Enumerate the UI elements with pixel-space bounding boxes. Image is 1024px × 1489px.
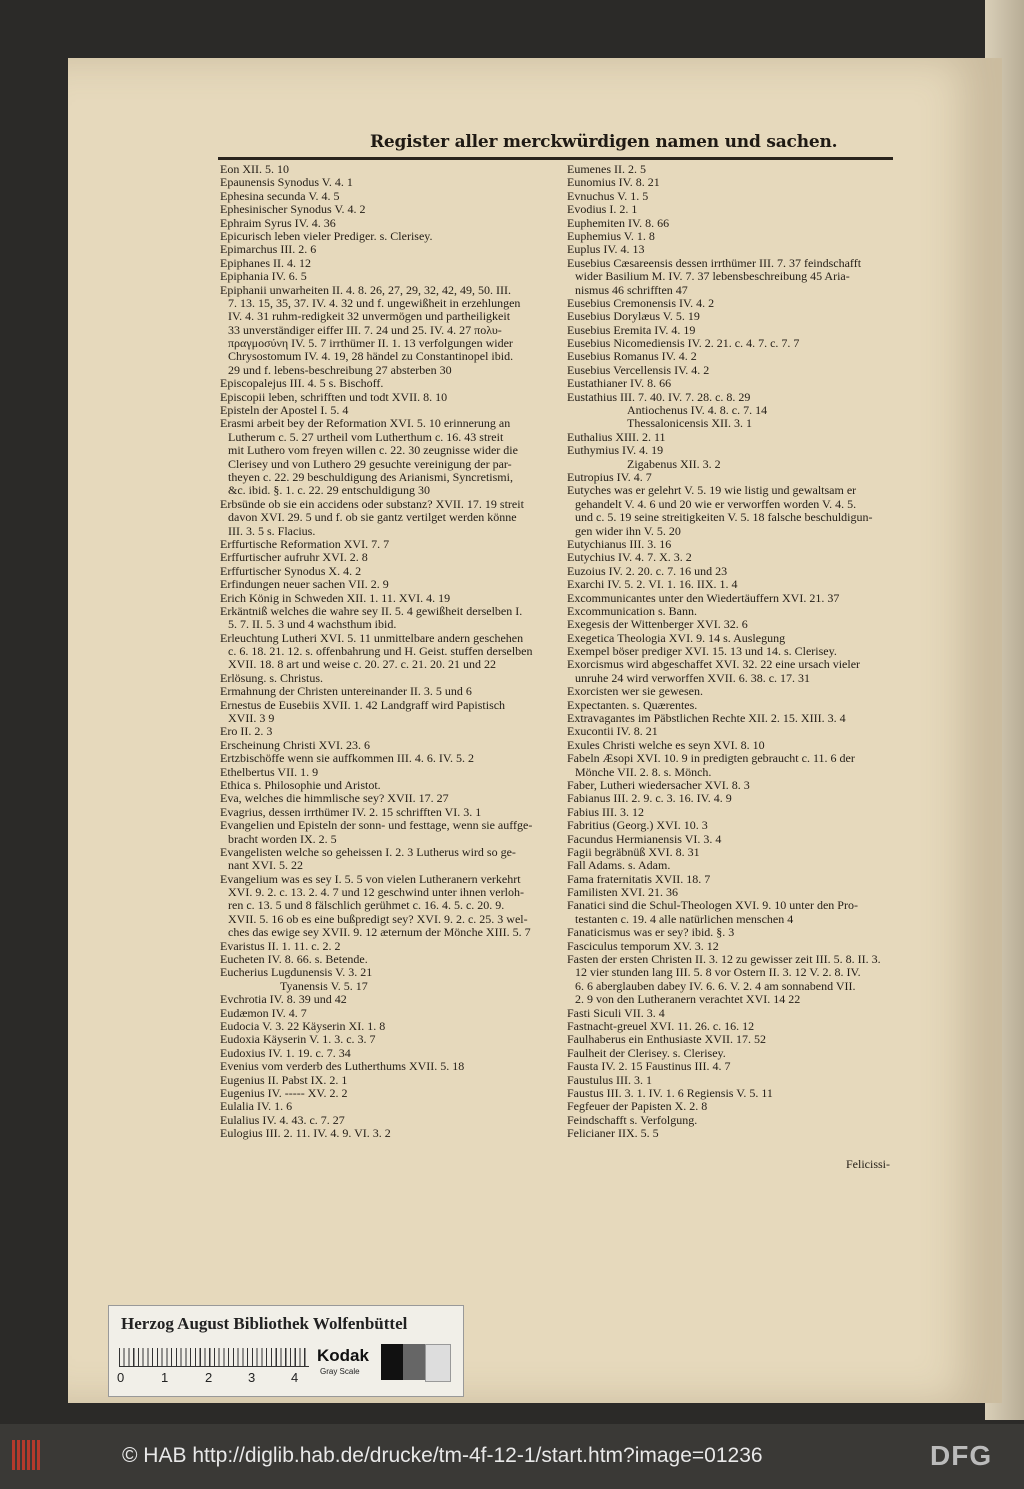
index-entry [567, 337, 902, 350]
entry-line: davon XVI. 29. 5 und f. ob sie gantz vertilget werden könne [228, 510, 517, 525]
index-entry [567, 846, 902, 859]
index-entry [220, 632, 560, 672]
entry-line: c. 6. 18. 21. 12. s. offenbahrung und H. Geist. stuffen derselben [228, 644, 533, 659]
entry-line: Evchrotia IV. 8. 39 und 42 [220, 992, 347, 1007]
entry-line: Erfindungen neuer sachen VII. 2. 9 [220, 577, 389, 592]
index-entry [567, 417, 902, 430]
entry-line: Eulogius III. 2. 11. IV. 4. 9. VI. 3. 2 [220, 1126, 391, 1141]
index-entry [220, 779, 560, 792]
entry-line: Extravagantes im Päbstlichen Rechte XII. 2. 15. XIII. 3. 4 [567, 711, 846, 726]
index-entry [220, 190, 560, 203]
entry-line: Epiphania IV. 6. 5 [220, 269, 307, 284]
entry-line: πραγμοσύνη IV. 5. 7 irrthümer II. 1. 13 verfolgungen wider [228, 336, 513, 351]
index-entry [220, 940, 560, 953]
color-card [108, 1305, 464, 1397]
index-entry [220, 551, 560, 564]
entry-line: Faustus III. 3. 1. IV. 1. 6 Regiensis V. 5. 11 [567, 1085, 773, 1100]
entry-line: Erlösung. s. Christus. [220, 670, 324, 685]
entry-line: Eulalius IV. 4. 43. c. 7. 27 [220, 1112, 345, 1127]
entry-line: theyen c. 22. 29 beschuldigung des Arianismi, Syncretismi, [228, 469, 513, 484]
index-entry [567, 565, 902, 578]
index-entry [567, 243, 902, 256]
index-entry [567, 739, 902, 752]
index-entry [567, 538, 902, 551]
entry-line: gehandelt V. 4. 6 und 20 wie er verworffen worden V. 4. 5. [575, 496, 857, 511]
entry-line: Episteln der Apostel I. 5. 4 [220, 403, 349, 418]
entry-line: Evaristus II. 1. 11. c. 2. 2 [220, 938, 341, 953]
index-entry [567, 1033, 902, 1046]
entry-line: Fanatici sind die Schul-Theologen XVI. 9. 10 unter den Pro- [567, 898, 858, 913]
ruler-number: 2 [205, 1370, 213, 1385]
index-entry [220, 203, 560, 216]
entry-line: Antiochenus IV. 4. 8. c. 7. 14 [627, 403, 768, 418]
catchword: Felicissi- [846, 1157, 890, 1171]
entry-line: Faustulus III. 3. 1 [567, 1072, 652, 1087]
index-entry [567, 752, 902, 779]
entry-line: Zigabenus XII. 3. 2 [627, 456, 721, 471]
entry-line: Episcopii leben, schrifften und todt XVII. 8. 10 [220, 389, 448, 404]
index-entry [567, 444, 902, 457]
index-entry [220, 391, 560, 404]
index-entry [220, 284, 560, 378]
entry-line: Eucheten IV. 8. 66. s. Betende. [220, 952, 368, 967]
index-entry [567, 926, 902, 939]
entry-line: Fagii begräbnüß XVI. 8. 31 [567, 844, 700, 859]
entry-line: Euplus IV. 4. 13 [567, 242, 645, 257]
index-entry [567, 431, 902, 444]
index-entry [220, 1087, 560, 1100]
entry-line: Erkäntniß welches die wahre sey II. 5. 4 gewißheit derselben I. [220, 603, 523, 618]
index-entry [567, 471, 902, 484]
entry-line: Ernestus de Eusebiis XVII. 1. 42 Landgraff wird Papistisch [220, 697, 506, 712]
entry-line: Clerisey und von Luthero 29 gesuchte vereinigung der par- [228, 456, 512, 471]
entry-line: Ephesina secunda V. 4. 5 [220, 188, 340, 203]
entry-line: Eucherius Lugdunensis V. 3. 21 [220, 965, 373, 980]
index-entry [567, 310, 902, 323]
entry-line: Eusebius Cæsareensis dessen irrthümer III. 7. 37 feindschafft [567, 255, 862, 270]
entry-line: XVII. 5. 16 ob es eine bußpredigt sey? XVI. 9. 2. c. 25. 3 wel- [228, 911, 528, 926]
entry-line: Lutherum c. 5. 27 urtheil vom Lutherthum c. 16. 43 streit [228, 429, 504, 444]
index-entry [220, 685, 560, 698]
entry-line: Euthymius IV. 4. 19 [567, 443, 664, 458]
entry-line: Feindschafft s. Verfolgung. [567, 1112, 698, 1127]
entry-line: Eumenes II. 2. 5 [567, 162, 646, 176]
index-entry [220, 538, 560, 551]
entry-line: Erffurtischer Synodus X. 4. 2 [220, 563, 362, 578]
entry-line: Eustathius III. 7. 40. IV. 7. 28. c. 8. 29 [567, 389, 751, 404]
entry-line: Exarchi IV. 5. 2. VI. 1. 16. IIX. 1. 4 [567, 577, 738, 592]
index-entry [567, 953, 902, 1007]
index-entry [220, 270, 560, 283]
index-entry [220, 846, 560, 873]
index-entry [567, 605, 902, 618]
index-entry [567, 1100, 902, 1113]
index-entry [220, 377, 560, 390]
entry-line: Ermahnung der Christen untereinander II. 3. 5 und 6 [220, 684, 472, 699]
entry-line: Evangelium was es sey I. 5. 5 von vielen Lutheranern verkehrt [220, 871, 521, 886]
index-entry [220, 1127, 560, 1140]
entry-line: Fastnacht-greuel XVI. 11. 26. c. 16. 12 [567, 1019, 755, 1033]
index-entry [220, 417, 560, 497]
gray-swatch-mid [403, 1344, 425, 1380]
index-entry [220, 819, 560, 846]
ruler [119, 1348, 309, 1367]
entry-line: Eutropius IV. 4. 7 [567, 469, 652, 484]
index-entry [567, 712, 902, 725]
color-card-title: Herzog August Bibliothek Wolfenbüttel [121, 1314, 408, 1333]
entry-line: Eustathianer IV. 8. 66 [567, 376, 672, 391]
index-entry [220, 230, 560, 243]
entry-line: Fabritius (Georg.) XVI. 10. 3 [567, 818, 708, 833]
entry-line: Episcopalejus III. 4. 5 s. Bischoff. [220, 376, 384, 391]
index-entry [567, 1074, 902, 1087]
entry-line: Erscheinung Christi XVI. 23. 6 [220, 737, 370, 752]
copyright-link[interactable]: © HAB http://diglib.hab.de/drucke/tm-4f-12-1/start.htm?image=01236 [122, 1444, 763, 1467]
index-entry [567, 886, 902, 899]
entry-line: nismus 46 schrifften 47 [575, 282, 688, 297]
index-entry [220, 404, 560, 417]
index-entry [220, 217, 560, 230]
gray-swatch-black [381, 1344, 403, 1380]
index-entry [567, 1087, 902, 1100]
index-column-left [220, 163, 560, 1141]
index-entry [567, 592, 902, 605]
entry-line: Exucontii IV. 8. 21 [567, 724, 658, 739]
entry-line: Eutyches was er gelehrt V. 5. 19 wie listig und gewaltsam er [567, 483, 857, 498]
entry-line: 33 unverständiger eiffer III. 7. 24 und 25. IV. 4. 27 πολυ- [228, 322, 502, 337]
index-entry [567, 685, 902, 698]
index-entry [567, 217, 902, 230]
entry-line: Eusebius Dorylæus V. 5. 19 [567, 309, 700, 324]
entry-line: Eulalia IV. 1. 6 [220, 1099, 293, 1114]
index-entry [567, 792, 902, 805]
entry-line: Epimarchus III. 2. 6 [220, 242, 317, 257]
entry-line: Ero II. 2. 3 [220, 724, 273, 739]
title-rule [218, 157, 893, 160]
dfg-logo: DFG [930, 1440, 993, 1471]
entry-line: Exorcisten wer sie gewesen. [567, 684, 703, 699]
index-entry [220, 766, 560, 779]
index-entry [567, 779, 902, 792]
entry-line: Felicianer IIX. 5. 5 [567, 1126, 659, 1141]
index-entry [567, 1127, 902, 1140]
entry-line: Evangelisten welche so geheissen I. 2. 3 Lutherus wird so ge- [220, 844, 516, 859]
entry-line: Faulhaberus ein Enthusiaste XVII. 17. 52 [567, 1032, 766, 1047]
entry-line: Exempel böser prediger XVI. 15. 13 und 14. s. Clerisey. [567, 644, 837, 659]
index-entry [567, 940, 902, 953]
entry-line: XVII. 18. 8 art und weise c. 20. 27. c. 21. 20. 21 und 22 [228, 657, 496, 672]
entry-line: Erffurtische Reformation XVI. 7. 7 [220, 536, 390, 551]
index-entry [220, 592, 560, 605]
index-entry [220, 953, 560, 966]
index-entry [220, 578, 560, 591]
index-entry [220, 1007, 560, 1020]
entry-line: Eudocia V. 3. 22 Käyserin XI. 1. 8 [220, 1019, 386, 1033]
index-entry [567, 1060, 902, 1073]
entry-line: Eutychius IV. 4. 7. X. 3. 2 [567, 550, 692, 565]
entry-line: Ethica s. Philosophie und Aristot. [220, 777, 381, 792]
entry-line: Familisten XVI. 21. 36 [567, 885, 678, 900]
entry-line: Eudæmon IV. 4. 7 [220, 1005, 307, 1020]
entry-line: 2. 9 von den Lutheranern verachtet XVI. 14 22 [575, 992, 801, 1007]
kodak-logo: Kodak [317, 1346, 369, 1365]
index-entry [567, 632, 902, 645]
entry-line: Fama fraternitatis XVII. 18. 7 [567, 871, 711, 886]
entry-line: Fegfeuer der Papisten X. 2. 8 [567, 1099, 708, 1114]
entry-line: Evodius I. 2. 1 [567, 202, 638, 217]
index-entry [220, 1114, 560, 1127]
index-entry [567, 350, 902, 363]
entry-line: Ephraim Syrus IV. 4. 36 [220, 215, 336, 230]
entry-line: Fall Adams. s. Adam. [567, 858, 671, 873]
index-entry [220, 752, 560, 765]
gray-swatch-white [425, 1344, 451, 1382]
entry-line: Faulheit der Clerisey. s. Clerisey. [567, 1045, 726, 1060]
entry-line: Eusebius Nicomediensis IV. 2. 21. c. 4. 7. c. 7. 7 [567, 336, 800, 351]
index-entry [220, 257, 560, 270]
index-entry [567, 859, 902, 872]
index-entry [220, 739, 560, 752]
entry-line: Eudoxia Käyserin V. 1. 3. c. 3. 7 [220, 1032, 376, 1047]
entry-line: Evnuchus V. 1. 5 [567, 188, 649, 203]
index-entry [567, 551, 902, 564]
index-entry [567, 899, 902, 926]
entry-line: Facundus Hermianensis VI. 3. 4 [567, 831, 722, 846]
index-entry [220, 1020, 560, 1033]
index-entry [567, 377, 902, 390]
entry-line: und c. 5. 19 seine streitigkeiten V. 5. 18 falsche beschuldigun- [575, 510, 873, 525]
index-entry [567, 391, 902, 404]
entry-line: ren c. 13. 5 und 8 fälschlich gerühmet c. 16. 4. 5. c. 20. 9. [228, 898, 505, 913]
entry-line: Mönche VII. 2. 8. s. Mönch. [575, 764, 712, 779]
index-entry [220, 980, 560, 993]
entry-line: Fasten der ersten Christen II. 3. 12 zu gewisser zeit III. 5. 8. II. 3. [567, 952, 881, 967]
entry-line: Eusebius Cremonensis IV. 4. 2 [567, 295, 715, 310]
index-entry [220, 699, 560, 726]
index-entry [220, 176, 560, 189]
entry-line: Euthalius XIII. 2. 11 [567, 429, 666, 444]
entry-line: 7. 13. 15, 35, 37. IV. 4. 32 und f. ungewißheit in erzehlungen [228, 295, 521, 310]
entry-line: IV. 4. 31 ruhm-redigkeit 32 unvermögen und partheiligkeit [228, 309, 511, 324]
index-entry [220, 1060, 560, 1073]
index-entry [567, 230, 902, 243]
index-entry [567, 658, 902, 685]
index-entry [567, 484, 902, 538]
index-column-right [567, 163, 902, 1141]
entry-line: Erich König in Schweden XII. 1. 11. XVI. 4. 19 [220, 590, 451, 605]
entry-line: Fanaticismus was er sey? ibid. §. 3 [567, 925, 735, 940]
index-entry [567, 873, 902, 886]
entry-line: Evagrius, dessen irrthümer IV. 2. 15 schrifften VI. 3. 1 [220, 804, 482, 819]
index-entry [220, 806, 560, 819]
index-entry [220, 565, 560, 578]
entry-line: unruhe 24 wird verworffen XVII. 6. 38. c. 17. 31 [575, 670, 811, 685]
index-entry [567, 819, 902, 832]
index-entry [567, 176, 902, 189]
entry-line: Euphemius V. 1. 8 [567, 228, 655, 243]
page-title: Register aller merckwürdigen namen und sachen. [370, 132, 838, 152]
index-entry [220, 993, 560, 1006]
entry-line: Ethelbertus VII. 1. 9 [220, 764, 319, 779]
ruler-number: 3 [248, 1370, 256, 1385]
entry-line: Eugenius II. Pabst IX. 2. 1 [220, 1072, 348, 1087]
entry-line: ches das ewige sey XVII. 9. 12 æternum der Mönche XIII. 5. 7 [228, 925, 531, 940]
entry-line: Eutychianus III. 3. 16 [567, 536, 672, 551]
entry-line: Erffurtischer aufruhr XVI. 2. 8 [220, 550, 368, 565]
entry-line: Faber, Lutheri wiedersacher XVI. 8. 3 [567, 777, 750, 792]
entry-line: Ephesinischer Synodus V. 4. 2 [220, 202, 366, 217]
entry-line: Exorcismus wird abgeschaffet XVI. 32. 22 eine ursach vieler [567, 657, 861, 672]
index-entry [220, 163, 560, 176]
entry-line: Eugenius IV. ----- XV. 2. 2 [220, 1085, 348, 1100]
index-entry [567, 833, 902, 846]
entry-line: Eon XII. 5. 10 [220, 162, 289, 176]
entry-line: Expectanten. s. Quærentes. [567, 697, 698, 712]
gray-scale-label: Gray Scale [320, 1367, 360, 1376]
index-entry [567, 257, 902, 297]
hab-logo-icon [12, 1440, 42, 1470]
entry-line: Fabeln Æsopi XVI. 10. 9 in predigten gebraucht c. 11. 6 der [567, 751, 855, 766]
index-entry [567, 190, 902, 203]
index-entry [220, 1100, 560, 1113]
index-entry [220, 498, 560, 538]
entry-line: Erasmi arbeit bey der Reformation XVI. 5. 10 erinnerung an [220, 416, 511, 431]
entry-line: 6. 6 aberglauben dabey IV. 6. 6. V. 2. 4 am sonnabend VII. [575, 978, 856, 993]
entry-line: bracht worden IX. 2. 5 [228, 831, 337, 846]
index-entry [220, 672, 560, 685]
entry-line: Eusebius Romanus IV. 4. 2 [567, 349, 697, 364]
entry-line: XVI. 9. 2. c. 13. 2. 4. 7 und 12 geschwind unter ihnen verloh- [228, 885, 524, 900]
entry-line: Ertzbischöffe wenn sie auffkommen III. 4. 6. IV. 5. 2 [220, 751, 474, 766]
entry-line: Eudoxius IV. 1. 19. c. 7. 34 [220, 1045, 351, 1060]
entry-line: III. 3. 5 s. Flacius. [228, 523, 316, 538]
entry-line: &c. ibid. §. 1. c. 22. 29 entschuldigung 30 [228, 483, 430, 498]
entry-line: 5. 7. II. 5. 3 und 4 wachsthum ibid. [228, 617, 397, 632]
entry-line: Exegetica Theologia XVI. 9. 14 s. Auslegung [567, 630, 786, 645]
entry-line: Erleuchtung Lutheri XVI. 5. 11 unmittelbare andern geschehen [220, 630, 524, 645]
entry-line: Eva, welches die himmlische sey? XVII. 17. 27 [220, 791, 449, 806]
index-entry [567, 458, 902, 471]
entry-line: 29 und f. lebens-beschreibung 27 absterben 30 [228, 362, 452, 377]
entry-line: XVII. 3 9 [228, 711, 275, 726]
index-entry [567, 324, 902, 337]
entry-line: wider Basilium M. IV. 7. 37 lebensbeschreibung 45 Aria- [575, 269, 850, 284]
entry-line: Epiphanii unwarheiten II. 4. 8. 26, 27, 29, 32, 42, 49, 50. III. [220, 282, 511, 297]
ruler-number: 1 [161, 1370, 169, 1385]
index-entry [567, 645, 902, 658]
entry-line: Fausta IV. 2. 15 Faustinus III. 4. 7 [567, 1059, 731, 1074]
index-entry [220, 966, 560, 979]
entry-line: Eusebius Eremita IV. 4. 19 [567, 322, 696, 337]
entry-line: mit Luthero vom freyen willen c. 22. 30 zeugnisse wider die [228, 443, 518, 458]
index-entry [567, 364, 902, 377]
index-entry [567, 618, 902, 631]
entry-line: Epiphanes II. 4. 12 [220, 255, 311, 270]
entry-line: Euzoius IV. 2. 20. c. 7. 16 und 23 [567, 563, 728, 578]
entry-line: Eunomius IV. 8. 21 [567, 175, 660, 190]
index-entry [567, 699, 902, 712]
index-entry [567, 1020, 902, 1033]
entry-line: 12 vier stunden lang III. 5. 8 vor Ostern II. 3. 12 V. 2. 8. IV. [575, 965, 861, 980]
entry-line: Fabianus III. 2. 9. c. 3. 16. IV. 4. 9 [567, 791, 732, 806]
index-entry [220, 1074, 560, 1087]
entry-line: Evenius vom verderb des Lutherthums XVII. 5. 18 [220, 1059, 465, 1074]
entry-line: Eusebius Vercellensis IV. 4. 2 [567, 362, 710, 377]
entry-line: Epicurisch leben vieler Prediger. s. Clerisey. [220, 228, 433, 243]
entry-line: Evangelien und Episteln der sonn- und festtage, wenn sie auffge- [220, 818, 533, 833]
index-entry [220, 605, 560, 632]
index-entry [567, 297, 902, 310]
index-entry [567, 1114, 902, 1127]
index-entry [567, 806, 902, 819]
index-entry [567, 404, 902, 417]
index-entry [567, 163, 902, 176]
index-entry [567, 1047, 902, 1060]
entry-line: gen wider ihn V. 5. 20 [575, 523, 681, 538]
index-entry [567, 203, 902, 216]
entry-line: Erbsünde ob sie ein accidens oder substanz? XVII. 17. 19 streit [220, 496, 524, 511]
index-entry [220, 873, 560, 940]
entry-line: Excommunication s. Bann. [567, 603, 697, 618]
index-entry [567, 578, 902, 591]
index-entry [220, 1033, 560, 1046]
ruler-number: 0 [117, 1370, 125, 1385]
index-entry [567, 725, 902, 738]
entry-line: Exules Christi welche es seyn XVI. 8. 10 [567, 737, 765, 752]
entry-line: Tyanensis V. 5. 17 [280, 978, 368, 993]
entry-line: Epaunensis Synodus V. 4. 1 [220, 175, 353, 190]
entry-line: Fasti Siculi VII. 3. 4 [567, 1005, 665, 1020]
footer-bar [0, 1424, 1024, 1489]
index-entry [220, 792, 560, 805]
entry-line: Fabius III. 3. 12 [567, 804, 644, 819]
index-entry [220, 243, 560, 256]
entry-line: testanten c. 19. 4 alle natürlichen menschen 4 [575, 911, 794, 926]
index-entry [220, 725, 560, 738]
entry-line: Fasciculus temporum XV. 3. 12 [567, 938, 719, 953]
entry-line: Excommunicantes unter den Wiedertäuffern XVI. 21. 37 [567, 590, 840, 605]
entry-line: Exegesis der Wittenberger XVI. 32. 6 [567, 617, 748, 632]
entry-line: Chrysostomum IV. 4. 19, 28 händel zu Constantinopel ibid. [228, 349, 514, 364]
entry-line: Thessalonicensis XII. 3. 1 [627, 416, 752, 431]
ruler-number: 4 [291, 1370, 299, 1385]
entry-line: nant XVI. 5. 22 [228, 858, 303, 873]
entry-line: Euphemiten IV. 8. 66 [567, 215, 670, 230]
index-entry [567, 1007, 902, 1020]
index-entry [220, 1047, 560, 1060]
